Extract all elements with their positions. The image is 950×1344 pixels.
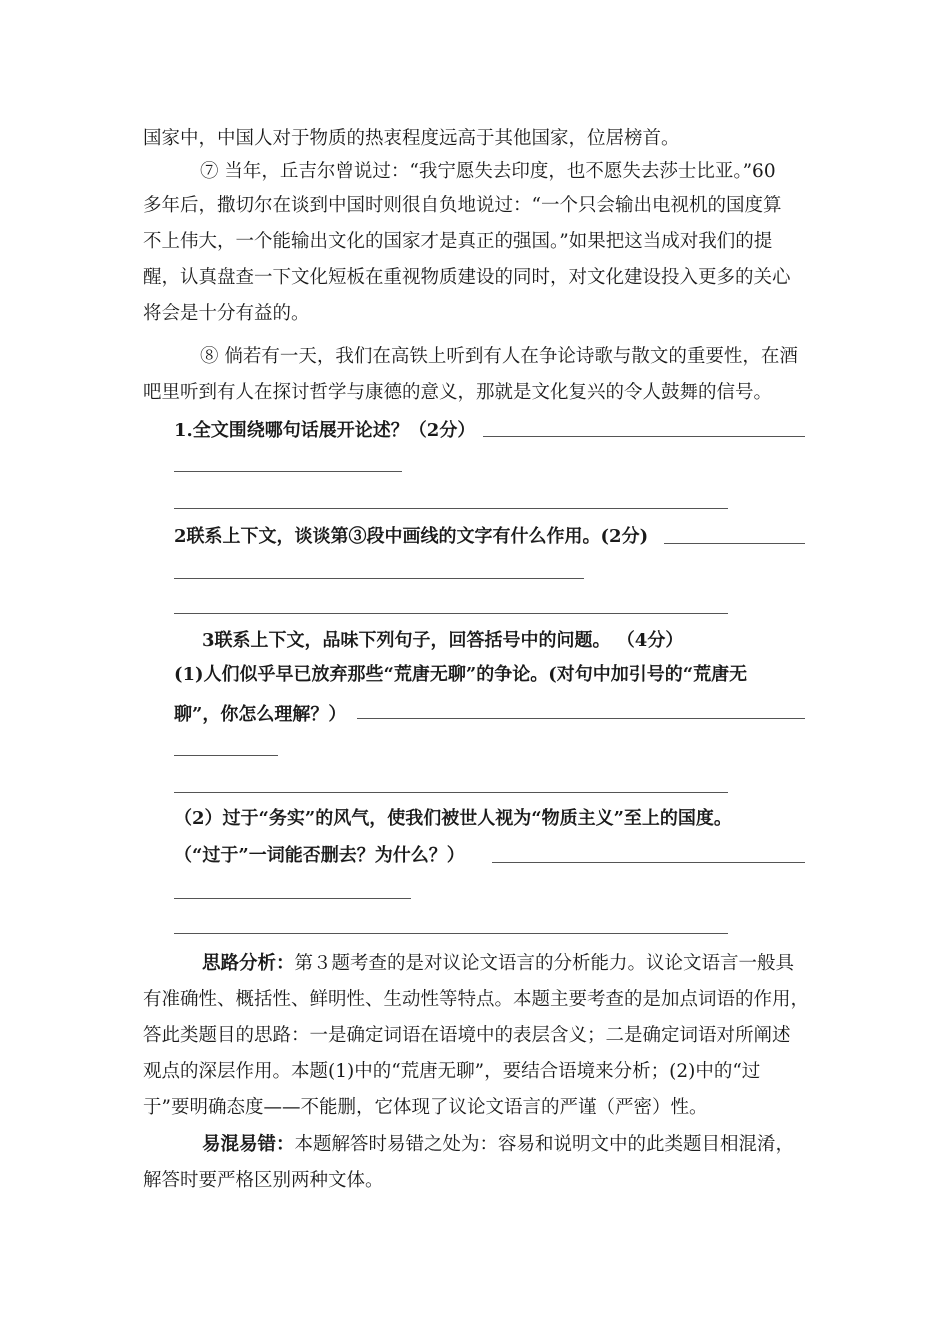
question-3-1-line-2: 聊”，你怎么理解？） [174,704,347,725]
answer-line[interactable] [174,755,278,756]
pitfall-line-1 [202,1132,794,1158]
answer-line[interactable] [174,578,584,579]
analysis-text: 第３题考查的是对议论文语言的分析能力。议论文语言一般具 [294,953,795,974]
pitfall-line-2: 解答时要严格区别两种文体。 [143,1170,384,1191]
analysis-line-1 [202,951,794,977]
question-3-2-line-1: （2）过于“务实”的风气，使我们被世人视为“物质主义”至上的国度。 [174,808,732,829]
passage-p7-line-3: 不上伟大，一个能输出文化的国家才是真正的强国。”如果把这当成对我们的提 [143,231,773,252]
answer-line[interactable] [357,718,805,719]
passage-p8-line-2: 吧里听到有人在探讨哲学与康德的意义，那就是文化复兴的令人鼓舞的信号。 [143,382,773,403]
answer-line[interactable] [664,543,805,544]
analysis-line-2: 有准确性、概括性、鲜明性、生动性等特点。本题主要考查的是加点词语的作用， [143,989,810,1010]
analysis-line-5: 于”要明确态度——不能删，它体现了议论文语言的严谨（严密）性。 [143,1097,708,1118]
analysis-line-3: 答此类题目的思路：一是确定词语在语境中的表层含义；二是确定词语对所阐述 [143,1025,791,1046]
passage-p7-line-4: 醒，认真盘查一下文化短板在重视物质建设的同时，对文化建设投入更多的关心 [143,267,791,288]
question-2: 2联系上下文，谈谈第③段中画线的文字有什么作用。(2分) [174,526,649,547]
analysis-line-4: 观点的深层作用。本题(1)中的“荒唐无聊”，要结合语境来分析；(2)中的“过 [143,1061,761,1082]
question-3-1-line-1: (1)人们似乎早已放弃那些“荒唐无聊”的争论。(对句中加引号的“荒唐无 [174,664,748,685]
question-3: 3联系上下文，品味下列句子，回答括号中的问题。 （4分） [202,630,684,651]
passage-p8-line-1: ⑧ 倘若有一天，我们在高铁上听到有人在争论诗歌与散文的重要性，在酒 [200,346,798,367]
question-3-2-line-2: （“过于”一词能否删去？为什么？） [174,845,465,866]
answer-line[interactable] [174,792,728,793]
pitfall-label: 易混易错： [202,1134,295,1155]
answer-line[interactable] [492,862,805,863]
analysis-label: 思路分析： [202,953,295,974]
question-1: 1.全文围绕哪句话展开论述？（2分） [174,420,476,441]
answer-line[interactable] [174,471,402,472]
passage-p7-line-1: ⑦ 当年，丘吉尔曾说过：“我宁愿失去印度，也不愿失去莎士比亚。”60 [200,161,776,182]
answer-line[interactable] [174,613,728,614]
passage-p7-line-5: 将会是十分有益的。 [143,303,310,324]
answer-line[interactable] [174,898,411,899]
passage-p7-line-2: 多年后，撒切尔在谈到中国时则很自负地说过：“一个只会输出电视机的国度算 [143,195,782,216]
pitfall-text: 本题解答时易错之处为：容易和说明文中的此类题目相混淆， [294,1134,795,1155]
answer-line[interactable] [483,436,805,437]
answer-line[interactable] [174,508,728,509]
passage-p6-tail: 国家中，中国人对于物质的热衷程度远高于其他国家，位居榜首。 [143,128,680,149]
answer-line[interactable] [174,933,728,934]
